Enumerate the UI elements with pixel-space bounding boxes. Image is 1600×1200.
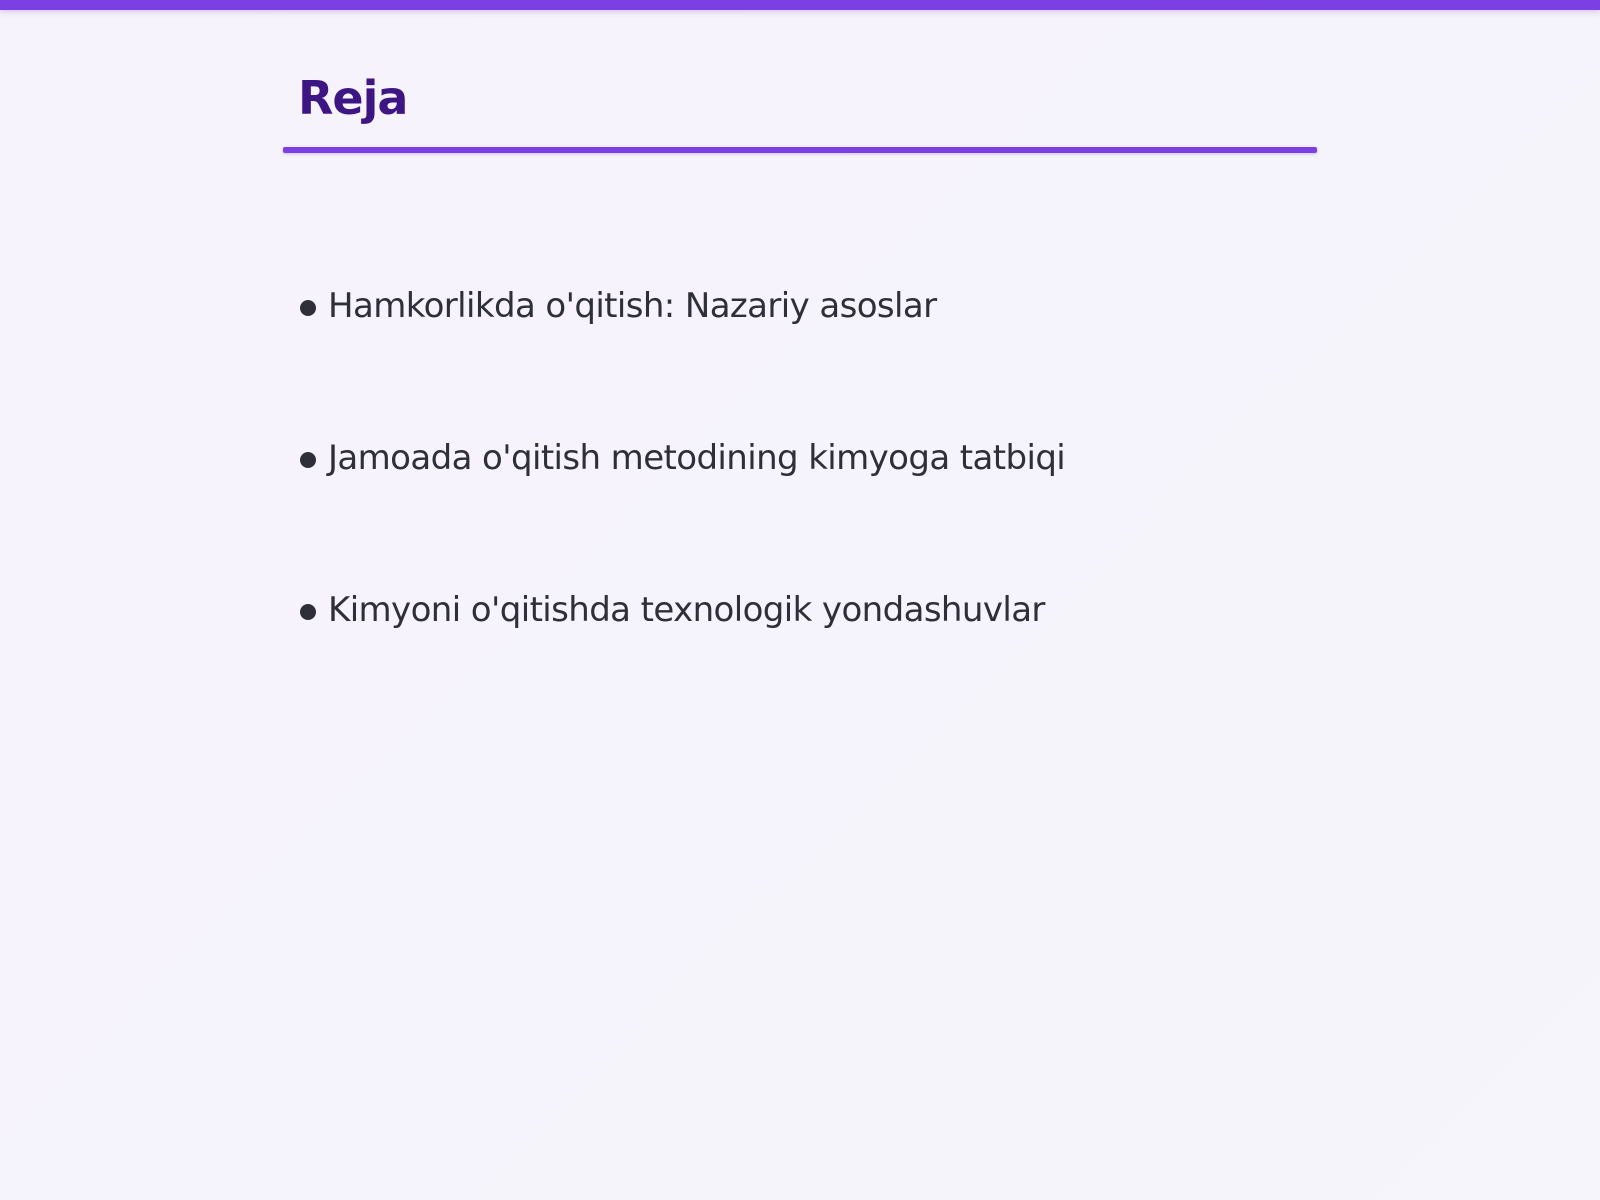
bullet-icon — [300, 604, 316, 620]
list-item-text: Hamkorlikda o'qitish: Nazariy asoslar — [328, 286, 937, 326]
list-item-text: Jamoada o'qitish metodining kimyoga tatbiqi — [328, 438, 1066, 478]
bullet-icon — [300, 452, 316, 468]
bullet-list — [300, 278, 1065, 734]
title-underline — [283, 147, 1317, 153]
bullet-icon — [300, 300, 316, 316]
list-item — [300, 430, 1065, 582]
list-item — [300, 278, 1065, 430]
list-item — [300, 582, 1065, 734]
slide — [283, 0, 1317, 1200]
slide-title: Reja — [298, 71, 408, 125]
list-item-text: Kimyoni o'qitishda texnologik yondashuvlar — [328, 590, 1045, 630]
